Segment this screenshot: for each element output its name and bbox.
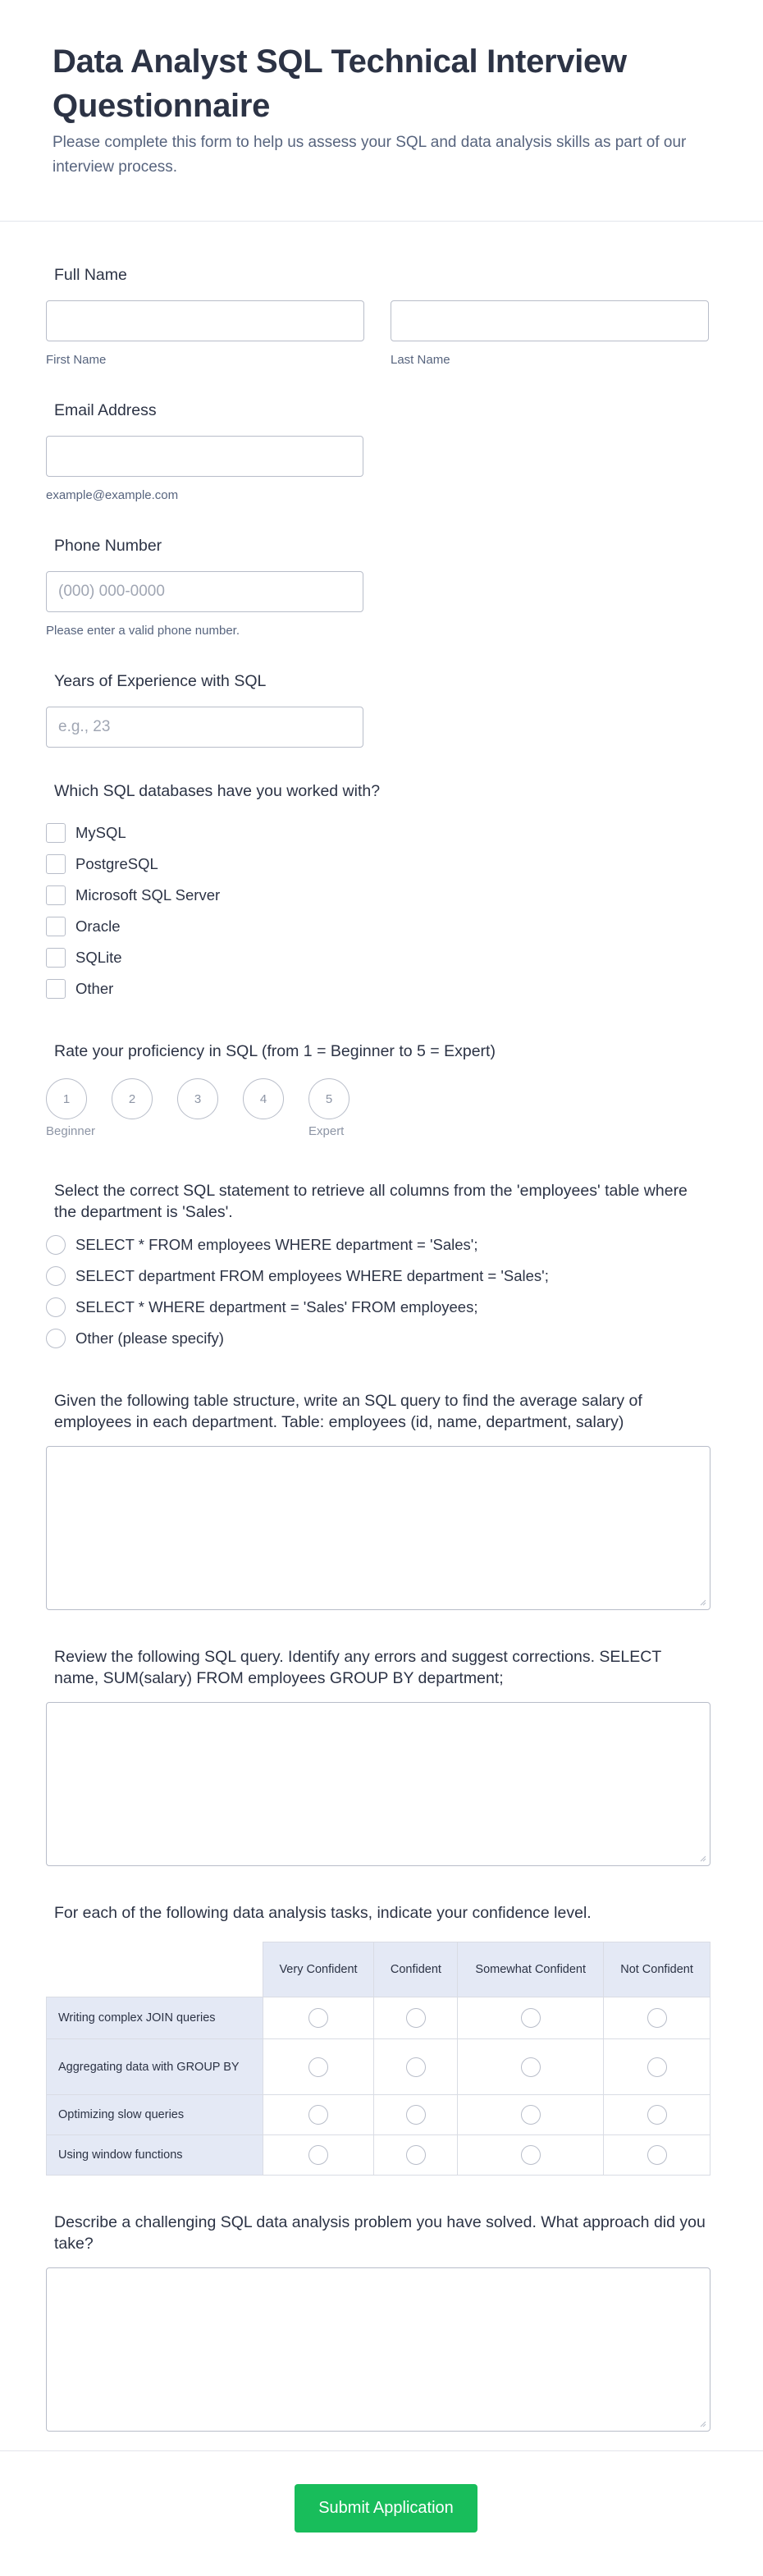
review-query-field (46, 1646, 717, 1866)
phone-field (46, 535, 717, 638)
matrix-radio[interactable] (406, 2145, 426, 2165)
challenge-label: Describe a challenging SQL data analysis problem you have solved. What approach did you take? (54, 2213, 706, 2253)
select-statement-options (46, 1229, 709, 1354)
matrix-radio[interactable] (647, 2057, 667, 2077)
matrix-row (47, 2135, 710, 2176)
review-query-textarea[interactable] (46, 1702, 710, 1866)
databases-options (46, 817, 709, 1004)
checkbox[interactable] (46, 854, 66, 874)
form-body (0, 264, 763, 2432)
scale-option-5[interactable]: 5 (308, 1078, 350, 1119)
matrix-col-very-confident: Very Confident (263, 1942, 374, 1997)
scale-option-4[interactable]: 4 (243, 1078, 284, 1119)
statement-option-3[interactable]: SELECT * WHERE department = 'Sales' FROM employees; (46, 1292, 709, 1323)
resize-handle-icon[interactable] (698, 1854, 706, 1862)
matrix-row (47, 2095, 710, 2135)
matrix-col-confident: Confident (374, 1942, 458, 1997)
full-name-field (46, 264, 717, 367)
last-name-input[interactable] (391, 300, 709, 341)
matrix-radio[interactable] (406, 2105, 426, 2125)
matrix-radio[interactable] (647, 2105, 667, 2125)
select-statement-field (46, 1180, 717, 1354)
matrix-radio[interactable] (308, 2145, 328, 2165)
matrix-radio[interactable] (521, 2145, 541, 2165)
confidence-matrix (46, 1942, 710, 2176)
checkbox[interactable] (46, 979, 66, 999)
matrix-radio[interactable] (647, 2145, 667, 2165)
radio-button[interactable] (46, 1329, 66, 1348)
phone-input[interactable]: (000) 000-0000 (46, 571, 363, 612)
first-name-sublabel: First Name (46, 353, 107, 367)
submit-button[interactable]: Submit Application (295, 2484, 477, 2533)
email-field (46, 400, 717, 502)
form-footer (0, 2450, 763, 2517)
matrix-row (47, 1997, 710, 2039)
scale-option-2[interactable]: 2 (112, 1078, 153, 1119)
email-sublabel: example@example.com (46, 488, 179, 502)
page-title: Data Analyst SQL Technical Interview Questionnaire (53, 43, 627, 124)
review-query-label: Review the following SQL query. Identify any errors and suggest corrections. SELECT name, SUM(salary) FROM employees GROUP BY department; (54, 1648, 661, 1687)
form-header (0, 0, 763, 222)
matrix-row-label: Writing complex JOIN queries (47, 1997, 263, 2039)
scale-min-label: Beginner (46, 1124, 96, 1138)
last-name-sublabel: Last Name (391, 353, 450, 367)
radio-button[interactable] (46, 1235, 66, 1255)
matrix-radio[interactable] (406, 2057, 426, 2077)
checkbox[interactable] (46, 948, 66, 968)
phone-sublabel: Please enter a valid phone number. (46, 624, 240, 638)
scale-max-label: Expert (308, 1124, 345, 1138)
statement-option-2[interactable]: SELECT department FROM employees WHERE department = 'Sales'; (46, 1261, 709, 1292)
proficiency-field (46, 1041, 717, 1146)
radio-button[interactable] (46, 1266, 66, 1286)
database-option-mysql[interactable]: MySQL (46, 817, 709, 849)
scale-labels (46, 1124, 709, 1146)
checkbox[interactable] (46, 917, 66, 936)
email-label: Email Address (54, 401, 157, 419)
matrix-col-not-confident: Not Confident (604, 1942, 710, 1997)
matrix-col-somewhat-confident: Somewhat Confident (458, 1942, 604, 1997)
avg-salary-field (46, 1390, 717, 1610)
database-option-other[interactable]: Other (46, 973, 709, 1004)
matrix-radio[interactable] (521, 2105, 541, 2125)
matrix-radio[interactable] (521, 2008, 541, 2028)
database-option-sql-server[interactable]: Microsoft SQL Server (46, 880, 709, 911)
statement-option-1[interactable]: SELECT * FROM employees WHERE department = 'Sales'; (46, 1229, 709, 1261)
matrix-row-label: Aggregating data with GROUP BY (47, 2039, 263, 2095)
checkbox[interactable] (46, 885, 66, 905)
statement-option-other[interactable]: Other (please specify) (46, 1323, 709, 1354)
matrix-radio[interactable] (308, 2008, 328, 2028)
experience-label: Years of Experience with SQL (54, 672, 267, 690)
phone-label: Phone Number (54, 537, 162, 555)
matrix-radio[interactable] (308, 2105, 328, 2125)
challenge-field (46, 2212, 717, 2432)
avg-salary-label: Given the following table structure, write an SQL query to find the average salary of employees in each department. Table: employees (id, name, department, salary) (54, 1392, 642, 1431)
matrix-radio[interactable] (308, 2057, 328, 2077)
experience-field (46, 670, 717, 748)
matrix-radio[interactable] (406, 2008, 426, 2028)
proficiency-label: Rate your proficiency in SQL (from 1 = Beginner to 5 = Expert) (54, 1042, 496, 1060)
checkbox[interactable] (46, 823, 66, 843)
matrix-row-label: Optimizing slow queries (47, 2095, 263, 2135)
challenge-textarea[interactable] (46, 2267, 710, 2432)
first-name-input[interactable] (46, 300, 364, 341)
database-option-sqlite[interactable]: SQLite (46, 942, 709, 973)
full-name-label: Full Name (54, 266, 127, 284)
scale-option-1[interactable]: 1 (46, 1078, 87, 1119)
radio-button[interactable] (46, 1297, 66, 1317)
resize-handle-icon[interactable] (698, 1598, 706, 1606)
database-option-oracle[interactable]: Oracle (46, 911, 709, 942)
proficiency-scale (46, 1078, 709, 1119)
select-statement-label: Select the correct SQL statement to retrieve all columns from the 'employees' table where the department is 'Sales'. (54, 1182, 688, 1221)
experience-input[interactable]: e.g., 23 (46, 707, 363, 748)
matrix-row-label: Using window functions (47, 2135, 263, 2176)
matrix-radio[interactable] (521, 2057, 541, 2077)
database-option-postgresql[interactable]: PostgreSQL (46, 849, 709, 880)
email-input[interactable] (46, 436, 363, 477)
page-subtitle: Please complete this form to help us assess your SQL and data analysis skills as part of our interview process. (53, 134, 687, 176)
matrix-corner (47, 1942, 263, 1997)
matrix-radio[interactable] (647, 2008, 667, 2028)
databases-label: Which SQL databases have you worked with? (54, 782, 381, 800)
matrix-row (47, 2039, 710, 2095)
scale-option-3[interactable]: 3 (177, 1078, 218, 1119)
confidence-label: For each of the following data analysis tasks, indicate your confidence level. (54, 1904, 592, 1922)
databases-field (46, 780, 717, 1004)
resize-handle-icon[interactable] (698, 2419, 706, 2427)
confidence-field (46, 1902, 717, 2176)
avg-salary-textarea[interactable] (46, 1446, 710, 1610)
